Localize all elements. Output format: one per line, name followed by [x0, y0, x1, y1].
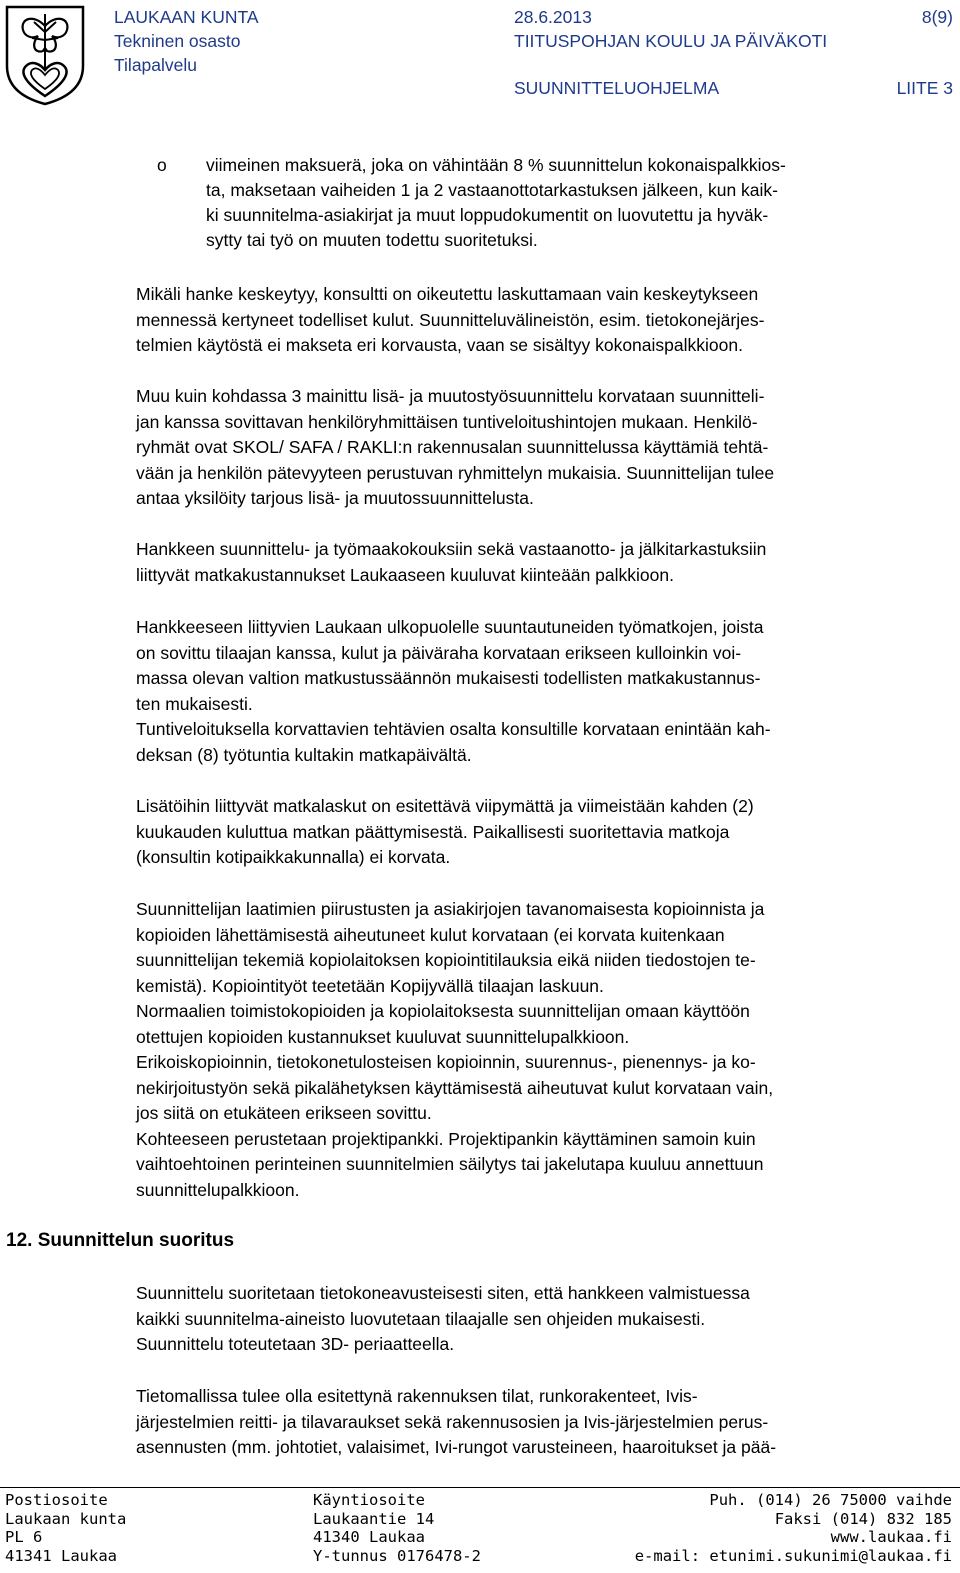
text-line: asennusten (mm. johtotiet, valaisimet, Ivi-rungot varusteineen, haaroitukset ja pää- [136, 1437, 777, 1457]
text-line: ta, maksetaan vaiheiden 1 ja 2 vastaanottotarkastuksen jälkeen, kun kaik- [206, 180, 779, 200]
paragraph-meeting-travel [136, 537, 956, 588]
paragraph-external-travel [136, 615, 956, 768]
footer-postal-address [5, 1491, 126, 1566]
laukaa-coat-of-arms-logo [4, 4, 86, 106]
text-line: Kohteeseen perustetaan projektipankki. Projektipankin käyttäminen samoin kuin [136, 1128, 756, 1149]
footer-visiting-address [313, 1491, 481, 1566]
section-heading: 12. Suunnittelun suoritus [6, 1230, 235, 1251]
footer-line: Postiosoite [5, 1491, 108, 1509]
footer-divider [0, 1487, 960, 1488]
text-line: ryhmät ovat SKOL/ SAFA / RAKLI:n rakennusalan suunnittelussa käyttämiä tehtä- [136, 437, 769, 457]
text-line: Normaalien toimistokopioiden ja kopiolaitoksesta suunnittelijan omaan käyttöön [136, 1001, 750, 1021]
text-line: Hankkeen suunnittelu- ja työmaakokouksiin sekä vastaanotto- ja jälkitarkastuksiin [136, 539, 767, 559]
text-line: deksan (8) työtuntia kultakin matkapäivältä. [136, 744, 472, 765]
text-line: kaikki suunnitelma-aineisto luovutetaan tilaajalle sen ohjeiden mukaisesti. [136, 1308, 706, 1329]
text-line: kopioiden lähettämisestä aiheutuneet kulut korvataan (ei korvata kuitenkaan [136, 924, 725, 945]
bullet-paragraph [206, 153, 956, 253]
attachment-label: LIITE 3 [896, 78, 953, 98]
text-line: viimeinen maksuerä, joka on vähintään 8 % suunnittelun kokonaispalkkios- [206, 155, 786, 175]
paragraph-additional-work [136, 384, 956, 512]
footer-line: Käyntiosoite [313, 1491, 425, 1509]
footer-line: 41340 Laukaa [313, 1528, 425, 1547]
footer-website-link[interactable]: www.laukaa.fi [830, 1528, 952, 1547]
bullet-marker: o [157, 155, 167, 175]
project-name: TIITUSPOHJAN KOULU JA PÄIVÄKOTI [514, 31, 828, 51]
text-line: vään ja henkilön pätevyyteen perustuvan ryhmittelyn mukaisia. Suunnittelijan tulee [136, 462, 775, 483]
footer-contact-info [635, 1491, 952, 1566]
text-line: Hankkeeseen liittyvien Laukaan ulkopuolelle suuntautuneiden työmatkojen, joista [136, 617, 764, 637]
document-date: 28.6.2013 [514, 7, 592, 27]
text-line: jan kanssa sovittavan henkilöryhmittäisen tuntiveloitushintojen mukaan. Henkilö- [136, 411, 758, 432]
text-line: kemistä). Kopiointityöt teetetään Kopijyvällä tilaajan laskuun. [136, 975, 604, 996]
paragraph-travel-invoices [136, 794, 956, 871]
paragraph-copying [136, 897, 956, 1203]
text-line: otettujen kopioiden kustannukset kuuluvat suunnittelupalkkioon. [136, 1026, 630, 1047]
text-line: (konsultin kotipaikkakunnalla) ei korvata. [136, 847, 451, 867]
text-line: nekirjoitustyön sekä pikalähetyksen käyttämisestä aiheutuvat kulut korvataan vain, [136, 1077, 774, 1098]
document-type: SUUNNITTELUOHJELMA [514, 78, 720, 98]
text-line: mennessä kertyneet todelliset kulut. Suunnitteluvälineistön, esim. tietokonejärjes- [136, 309, 765, 330]
paragraph-information-model [136, 1384, 956, 1461]
unit-name: Tilapalvelu [114, 55, 198, 75]
text-line: Erikoiskopioinnin, tietokonetulosteisen kopioinnin, suurennus-, pienennys- ja ko- [136, 1052, 756, 1072]
text-line: Tuntiveloituksella korvattavien tehtävien osalta konsultille korvataan enintään kah- [136, 719, 771, 739]
text-line: vaihtoehtoinen perinteinen suunnitelmien säilytys tai jakelutapa kuuluu annettuun [136, 1154, 764, 1174]
text-line: sytty tai työ on muuten todettu suoritetuksi. [206, 230, 538, 250]
department-name: Tekninen osasto [114, 31, 241, 51]
footer-line: Laukaantie 14 [313, 1509, 435, 1528]
text-line: kuukauden kuluttua matkan päättymisestä. Paikallisesti suoritettavia matkoja [136, 821, 730, 842]
text-line: Suunnittelijan laatimien piirustusten ja asiakirjojen tavanomaisesta kopioinnista ja [136, 899, 765, 919]
footer-fax: Faksi (014) 832 185 [774, 1509, 952, 1528]
footer-line: Y-tunnus 0176478-2 [313, 1547, 481, 1566]
text-line: ten mukaisesti. [136, 693, 253, 714]
text-line: järjestelmien reitti- ja tilavaraukset sekä rakennusosien ja Ivis-järjestelmien perus- [136, 1411, 769, 1432]
text-line: on sovittu tilaajan kanssa, kulut ja päiväraha korvataan erikseen kulloinkin voi- [136, 642, 742, 663]
footer-line: 41341 Laukaa [5, 1547, 117, 1566]
footer-line: Laukaan kunta [5, 1509, 127, 1528]
text-line: suunnittelupalkkioon. [136, 1179, 300, 1200]
text-line: liittyvät matkakustannukset Laukaaseen kuuluvat kiinteään palkkioon. [136, 564, 674, 585]
footer-line: PL 6 [5, 1528, 43, 1547]
footer-phone: Puh. (014) 26 75000 vaihde [709, 1491, 952, 1509]
text-line: Tietomallissa tulee olla esitettynä rakennuksen tilat, runkorakenteet, Ivis- [136, 1386, 698, 1406]
text-line: telmien käytöstä ei makseta eri korvausta, vaan se sisältyy kokonaispalkkioon. [136, 335, 743, 355]
text-line: Mikäli hanke keskeytyy, konsultti on oikeutettu laskuttamaan vain keskeytykseen [136, 284, 759, 304]
text-line: Suunnittelu suoritetaan tietokoneavusteisesti siten, että hankkeen valmistuessa [136, 1283, 750, 1303]
paragraph-suspension [136, 282, 956, 359]
footer-email-link[interactable]: e-mail: etunimi.sukunimi@laukaa.fi [634, 1547, 952, 1566]
text-line: antaa yksilöity tarjous lisä- ja muutossuunnittelusta. [136, 488, 534, 508]
text-line: ki suunnitelma-asiakirjat ja muut loppudokumentit on luovutettu ja hyväk- [206, 205, 769, 225]
text-line: suunnittelijan tekemiä kopiolaitoksen kopiointitilauksia eikä niiden tiedostojen te- [136, 950, 756, 970]
org-name: LAUKAAN KUNTA [114, 7, 259, 27]
page-number: 8(9) [921, 7, 953, 27]
text-line: jos siitä on etukäteen erikseen sovittu. [136, 1103, 432, 1123]
text-line: Muu kuin kohdassa 3 mainittu lisä- ja muutostyösuunnittelu korvataan suunnitteli- [136, 386, 765, 406]
text-line: massa olevan valtion matkustussäännön mukaisesti todellisten matkakustannus- [136, 668, 761, 688]
text-line: Suunnittelu toteutetaan 3D- periaatteella. [136, 1334, 455, 1354]
paragraph-design-execution [136, 1281, 956, 1358]
text-line: Lisätöihin liittyvät matkalaskut on esitettävä viipymättä ja viimeistään kahden (2) [136, 796, 754, 816]
